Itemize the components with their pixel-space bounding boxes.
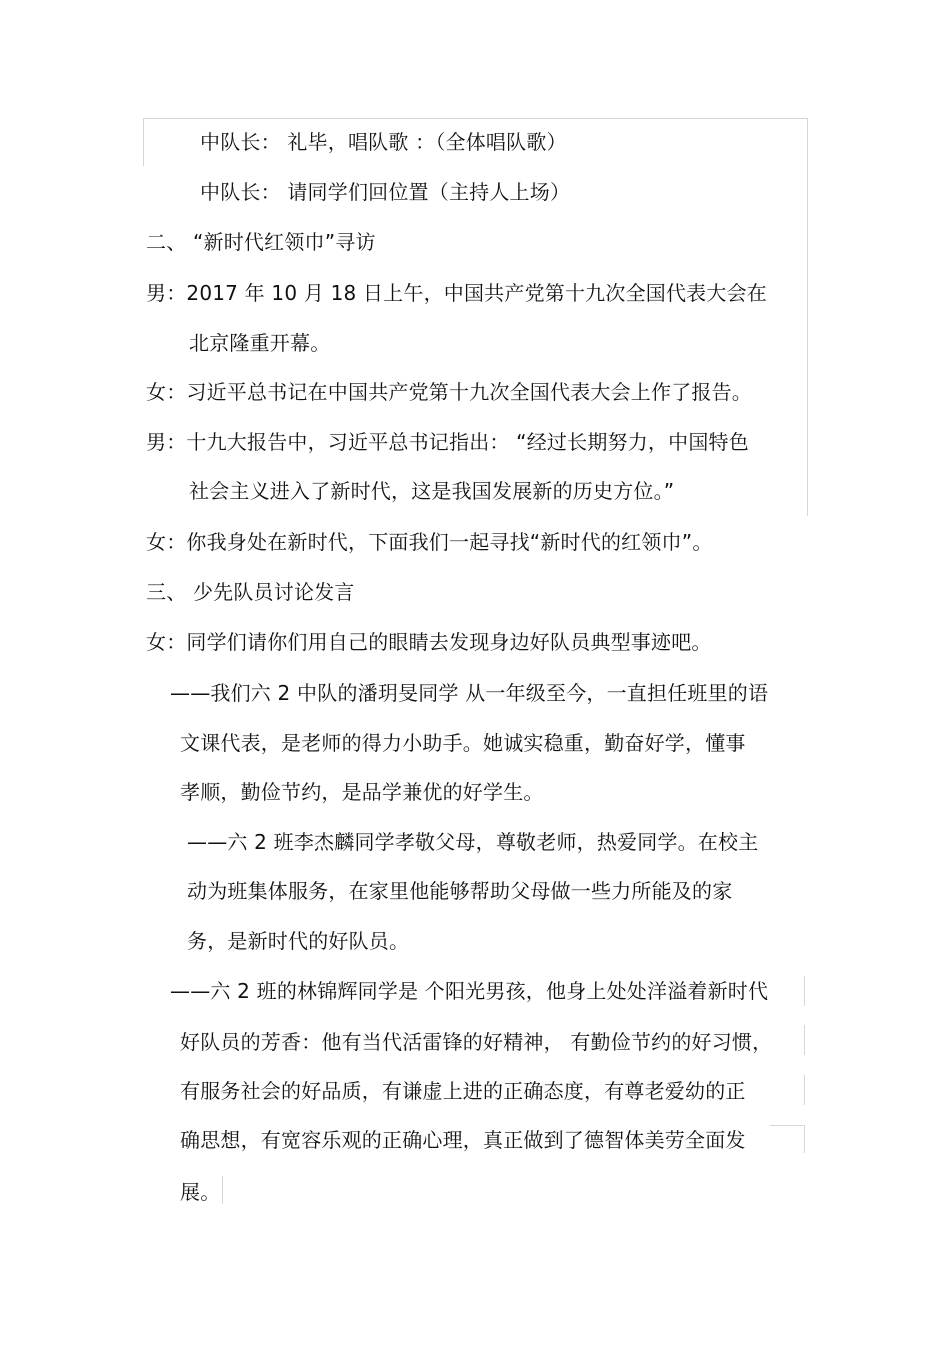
text-line: 男：2017 年 10 月 18 日上午，中国共产党第十九次全国代表大会在 [146,281,767,305]
text-line: 中队长： 请同学们回位置（主持人上场） [200,180,571,204]
table-border-left [143,118,144,166]
text-line: 好队员的芳香：他有当代活雷锋的好精神， 有勤俭节约的好习惯， [180,1030,773,1054]
text-line: 文课代表，是老师的得力小助手。她诚实稳重，勤奋好学，懂事 [180,731,746,755]
text-line: ——六 2 班的林锦辉同学是 个阳光男孩，他身上处处洋溢着新时代 [170,979,769,1003]
text-line: 动为班集体服务，在家里他能够帮助父母做一些力所能及的家 [187,879,733,903]
table-border-right-lower-2 [804,1025,805,1055]
table-border-right-lower-1 [804,976,805,1006]
text-line: ——六 2 班李杰麟同学孝敬父母，尊敬老师，热爱同学。在校主 [187,830,759,854]
text-line: 女：同学们请你们用自己的眼睛去发现身边好队员典型事迹吧。 [146,630,712,654]
table-border-right-lower-4 [804,1125,805,1153]
text-line: 北京隆重开幕。 [189,331,331,355]
text-line: 社会主义进入了新时代，这是我国发展新的历史方位。” [189,479,675,503]
section-heading: 二、 “新时代红领巾”寻访 [146,230,376,254]
text-line: 中队长： 礼毕，唱队歌 ：（全体唱队歌） [200,130,567,154]
text-line: 男：十九大报告中，习近平总书记指出： “经过长期努力，中国特色 [146,430,749,454]
table-border-right-lower-3 [804,1075,805,1105]
text-line: 孝顺，勤俭节约，是品学兼优的好学生。 [180,780,544,804]
text-line: 展。 [180,1180,221,1204]
text-line: 女：习近平总书记在中国共产党第十九次全国代表大会上作了报告。 [146,380,752,404]
table-border-bottom-fragment [770,1125,805,1126]
table-border-top [143,118,808,119]
text-line: 务，是新时代的好队员。 [187,929,410,953]
text-line: 确思想，有宽容乐观的正确心理，真正做到了德智体美劳全面发 [180,1128,746,1152]
text-line: ——我们六 2 中队的潘玥旻同学 从一年级至今，一直担任班里的语 [170,681,769,705]
table-border-last-line [222,1176,223,1204]
section-heading: 三、 少先队员讨论发言 [146,580,355,604]
text-line: 有服务社会的好品质，有谦虚上进的正确态度，有尊老爱幼的正 [180,1079,746,1103]
table-border-right [807,118,808,516]
text-line: 女：你我身处在新时代，下面我们一起寻找“新时代的红领巾”。 [146,530,713,554]
